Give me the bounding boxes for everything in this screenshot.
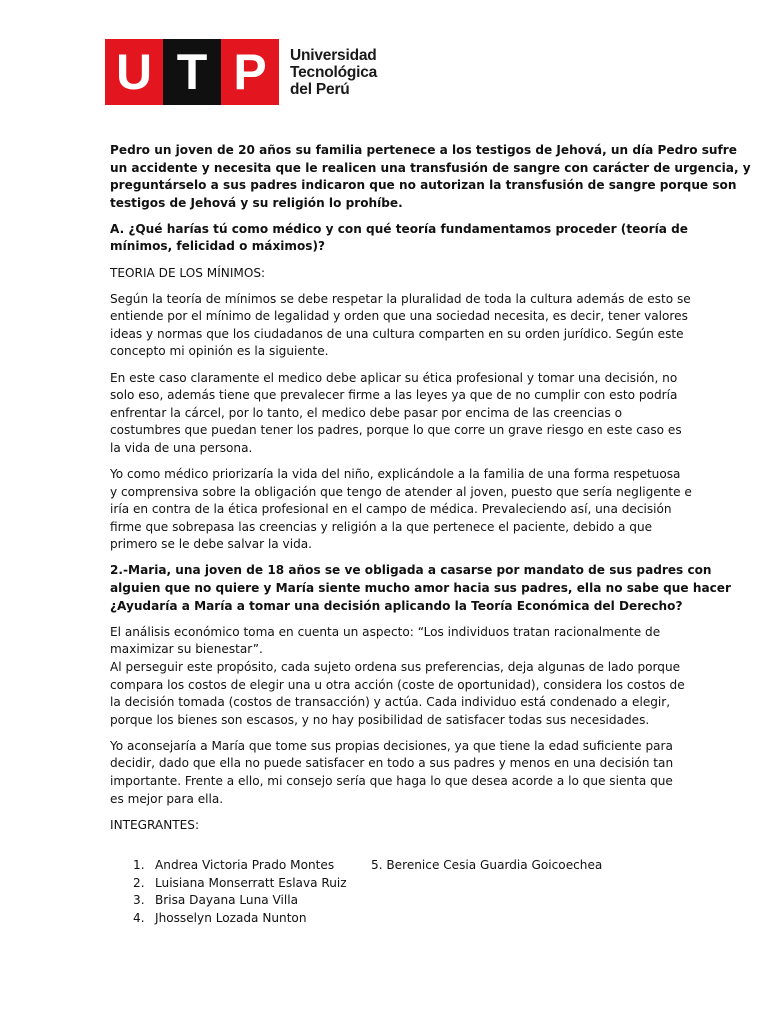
text-line: porque los bienes son escasos, y no hay posibilidad de satisfacer todas sus necesidades. xyxy=(110,712,650,727)
text-line: Al perseguir este propósito, cada sujeto ordena sus preferencias, deja algunas de lado porque xyxy=(110,659,681,674)
paragraph-doctor-decision xyxy=(110,466,692,554)
text-line: costumbres que puedan tener los padres, porque lo que corre un grave riesgo en este caso es xyxy=(110,423,682,438)
text-line: mínimos, felicidad o máximos)? xyxy=(110,239,326,254)
logo-letter-p: P xyxy=(221,39,279,105)
text-line: la vida de una persona. xyxy=(110,440,253,455)
case-intro-paragraph xyxy=(110,142,751,212)
text-line: es mejor para ella. xyxy=(110,791,224,806)
text-line: y comprensiva sobre la obligación que tengo de atender al joven, puesto que sería negligente e xyxy=(110,484,692,499)
question-a xyxy=(110,221,688,256)
question-2 xyxy=(110,562,731,615)
list-item-number: 2. xyxy=(133,875,145,890)
paragraph-economic-analysis xyxy=(110,624,685,730)
text-line: alguien que no quiere y María siente mucho amor hacia sus padres, ella no sabe que hacer xyxy=(110,581,731,596)
text-line: Pedro un joven de 20 años su familia pertenece a los testigos de Jehová, un día Pedro sufre xyxy=(110,143,737,157)
member-5: 5. Berenice Cesia Guardia Goicoechea xyxy=(371,858,603,872)
logo-name-line: Tecnológica xyxy=(290,63,378,81)
text-line: firme que sobrepasa las creencias y religión a la que pertenece el paciente, debido a que xyxy=(110,519,653,534)
logo-university-name xyxy=(290,39,377,105)
logo-name-line: del Perú xyxy=(290,80,350,98)
logo-letter-block xyxy=(105,39,279,105)
list-item xyxy=(133,892,347,910)
logo-name-line: Universidad xyxy=(290,46,377,64)
list-item-number: 3. xyxy=(133,893,145,908)
paragraph-theory-definition xyxy=(110,291,691,361)
text-line: compara los costos de elegir una u otra acción (coste de oportunidad), considera los costos de xyxy=(110,677,685,692)
text-line: INTEGRANTES: xyxy=(110,817,200,832)
list-item-name: Luisiana Monserratt Eslava Ruiz xyxy=(155,875,347,890)
utp-logo xyxy=(105,39,377,105)
text-line: Yo aconsejaría a María que tome sus propias decisiones, ya que tiene la edad suficiente para xyxy=(110,738,673,753)
text-line: ideas y normas que los ciudadanos de una cultura comparten en su orden jurídico. Según este xyxy=(110,326,684,341)
text-line: decidir, dado que ella no puede satisfacer en todo a sus padres y menos en una decisión tan xyxy=(110,756,674,771)
logo-letter-u: U xyxy=(105,39,163,105)
list-item xyxy=(133,875,347,893)
text-line: enfrentar la cárcel, por lo tanto, el medico debe pasar por encima de las creencias o xyxy=(110,405,623,420)
text-line: entiende por el mínimo de legalidad y orden que una sociedad necesita, es decir, tener valores xyxy=(110,309,688,324)
list-item xyxy=(133,910,347,928)
text-line: concepto mi opinión es la siguiente. xyxy=(110,344,329,359)
text-line: iría en contra de la ética profesional en el campo de médica. Prevaleciendo así, una decisión xyxy=(110,502,672,517)
text-line: un accidente y necesita que le realicen una transfusión de sangre con carácter de urgencia, y xyxy=(110,160,751,175)
text-line: Según la teoría de mínimos se debe respetar la pluralidad de toda la cultura además de esto se xyxy=(110,291,691,306)
list-item-number: 4. xyxy=(133,910,145,925)
text-line: primero se le debe salvar la vida. xyxy=(110,537,313,552)
text-line: El análisis económico toma en cuenta un aspecto: “Los individuos tratan racionalmente de xyxy=(110,624,661,639)
list-item-name: Andrea Victoria Prado Montes xyxy=(155,858,335,872)
members-list xyxy=(133,857,347,927)
paragraph-advice xyxy=(110,738,674,808)
text-line: solo eso, además tiene que prevalecer firme a las leyes ya que de no cumplir con esto podría xyxy=(110,388,678,403)
paragraph-doctor-ethics xyxy=(110,370,682,458)
text-line: A. ¿Qué harías tú como médico y con qué teoría fundamentamos proceder (teoría de xyxy=(110,221,688,236)
logo-letter-t: T xyxy=(163,39,221,105)
text-line: Yo como médico priorizaría la vida del niño, explicándole a la familia de una forma respetuosa xyxy=(110,467,681,481)
list-item-name: Jhosselyn Lozada Nunton xyxy=(155,910,307,925)
text-line: preguntárselo a sus padres indicaron que no autorizan la transfusión de sangre porque son xyxy=(110,178,737,193)
text-line: la decisión tomada (costos de transacción) y actúa. Cada individuo está condenado a elegir, xyxy=(110,695,671,710)
theory-heading xyxy=(110,265,658,283)
text-line: 2.-Maria, una joven de 18 años se ve obligada a casarse por mandato de sus padres con xyxy=(110,563,712,578)
list-item-number: 1. xyxy=(133,858,145,872)
members-heading xyxy=(110,817,658,835)
list-item-name: Brisa Dayana Luna Villa xyxy=(155,893,299,908)
text-line: maximizar su bienestar”. xyxy=(110,642,263,657)
text-line: TEORIA DE LOS MÍNIMOS: xyxy=(110,265,266,280)
text-line: En este caso claramente el medico debe aplicar su ética profesional y tomar una decisión, no xyxy=(110,370,678,385)
text-line: testigos de Jehová y su religión lo prohíbe. xyxy=(110,195,403,210)
text-line: importante. Frente a ello, mi consejo sería que haga lo que desea acorde a lo que sienta que xyxy=(110,774,673,788)
list-item xyxy=(133,857,347,875)
text-line: ¿Ayudaría a María a tomar una decisión aplicando la Teoría Económica del Derecho? xyxy=(110,598,683,613)
document-body xyxy=(110,142,751,843)
